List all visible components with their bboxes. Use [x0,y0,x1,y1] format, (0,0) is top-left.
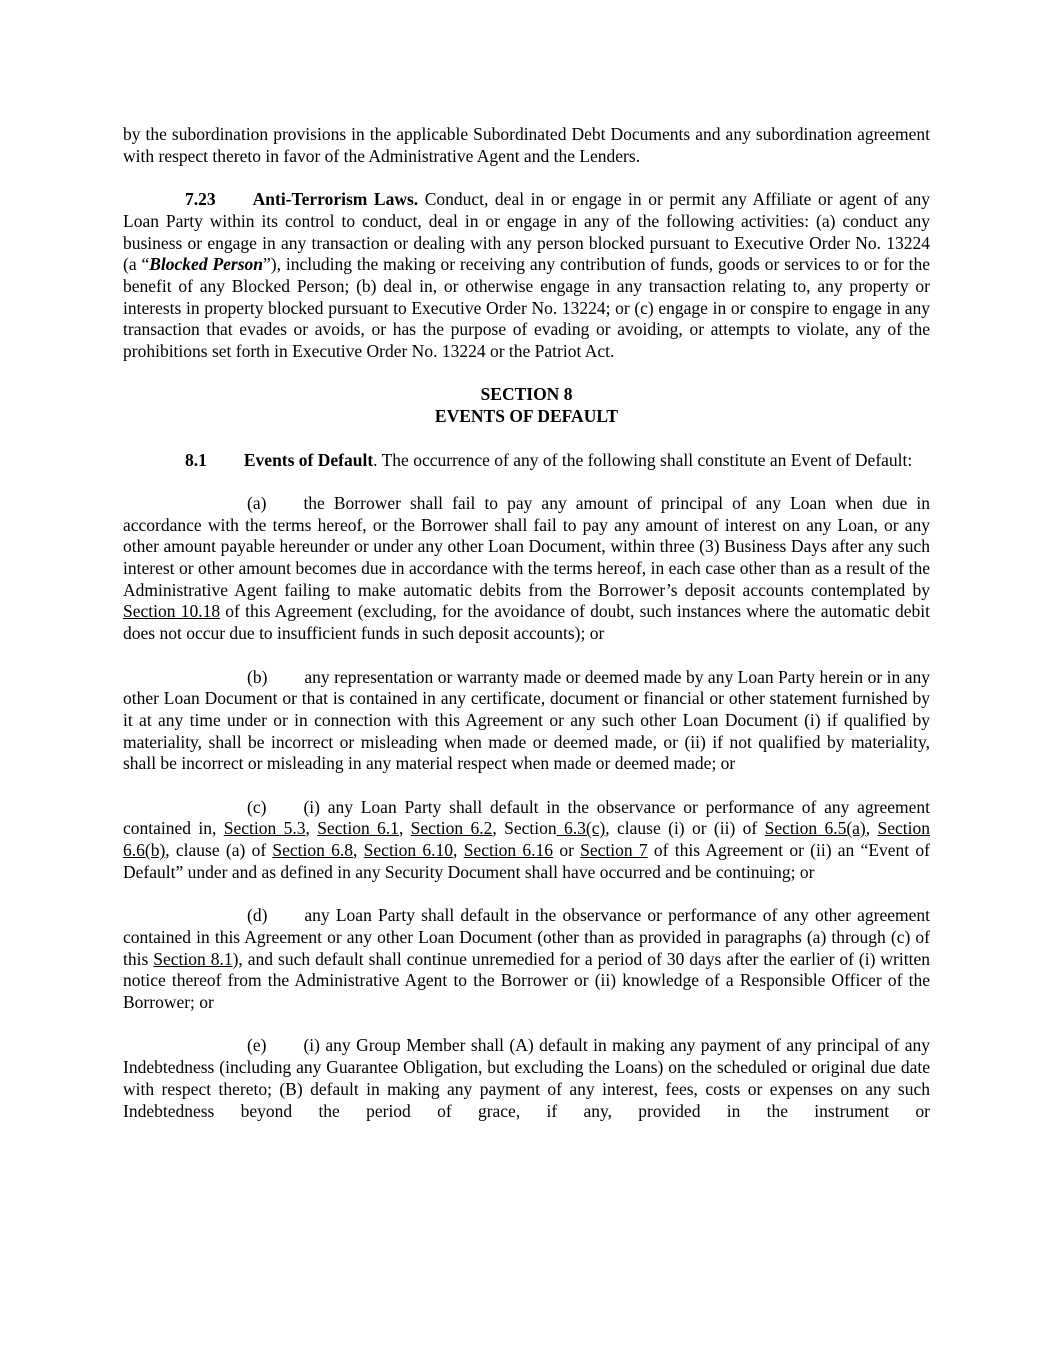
paragraph-8-1-c [123,797,930,884]
text-run: Conduct, deal in or engage in or permit any Affiliate or agent of any Loan Party within its control to conduct, deal in or engage in any of the following activities: (a) conduct any business or engage in any transaction or dealing with any person blocked pursuant to Executive Order No. 13224 (a “ [123,189,930,275]
text-run: Blocked Person [149,254,264,275]
text-run: ”), including the making or receiving any contribution of funds, goods or services to or for the benefit of any Blocked Person; (b) deal in, or otherwise engage in any transaction relating to, any property or interests in property blocked pursuant to Executive Order No. 13224; or (c) engage in or conspire to engage in any transaction that evades or avoids, or has the purpose of evading or avoiding, or attempts to violate, any of the prohibitions set forth in Executive Order No. 13224 or the Patriot Act. [123,254,930,362]
text-run: of this Agreement or (ii) an “Event of Default” under and as defined in any Security Document shall have occurred and be continuing; or [123,840,930,882]
paragraph-8-1-d [123,905,930,1014]
text-run: , clause (a) of [165,840,273,861]
section-reference: 6.3(c) [556,818,606,839]
section-8-heading [123,384,930,427]
text-run: , clause (i) or (ii) of [605,818,765,839]
text-run: Anti-Terrorism Laws. [252,189,419,210]
section-reference: Section 7 [580,840,648,861]
section-reference: Section 6.8 [272,840,354,861]
section-reference: Section 6.6(b) [123,818,930,861]
text-run: any representation or warranty made or deemed made by any Loan Party herein or in any other Loan Document or that is contained in any certificate, document or financial or other statement furnished by it at any time under or in connection with this Agreement or any such other Loan Document (i) if qualified by materiality, shall be incorrect or misleading when made or deemed made, or (ii) if not qualified by materiality, shall be incorrect or misleading in any material respect when made or deemed made; or [123,666,930,774]
text-run: or [553,840,581,861]
text-run: any Loan Party shall default in the observance or performance of any other agreement contained in this Agreement or any other Loan Document (other than as provided in paragraphs (a) through (c) of this [123,905,930,969]
text-run: , Section [492,818,557,839]
section-reference: Section 5.3 [223,818,306,839]
text-run: the Borrower shall fail to pay any amount of principal of any Loan when due in accordance with the terms hereof, or the Borrower shall fail to pay any amount of interest on any Loan, or any other amount payable hereunder or under any other Loan Document, within three (3) Business Days after any such interest or other amount becomes due in accordance with the terms hereof, in each case other than as a result of the Administrative Agent failing to make automatic debits from the Borrower’s deposit accounts contemplated by [123,492,930,600]
text-run: , [305,818,318,839]
text-run: (i) any Group Member shall (A) default in making any payment of any principal of any Indebtedness (including any Guarantee Obligation, but excluding the Loans) on the scheduled or original due date with respect thereto; (B) default in making any payment of any interest, fees, costs or expenses on any such Indebtedness beyond the period of grace, if any, provided in the instrument or [123,1035,930,1121]
text-run: by the subordination provisions in the applicable Subordinated Debt Documents and any subordination agreement with respect thereto in favor of the Administrative Agent and the Lenders. [123,124,930,166]
paragraph-8-1-events-of-default [123,450,930,472]
text-run: (i) any Loan Party shall default in the observance or performance of any agreement contained in, [123,796,930,839]
paragraph-8-1-b [123,667,930,776]
text-run: 8.1 [185,449,207,470]
section-reference: Section 6.5(a) [764,818,866,839]
section-reference: Section 6.1 [317,818,399,839]
section-8-title: SECTION 8 [480,384,573,405]
text-run: (e) [247,1035,267,1056]
section-reference: Section 6.10 [363,840,454,861]
text-run: , [353,840,364,861]
text-run: (c) [247,796,267,817]
paragraph-subordination-continuation [123,124,930,167]
text-run: 7.23 [185,189,216,210]
paragraph-8-1-a [123,493,930,645]
text-run: (d) [247,905,268,926]
events-of-default-title: EVENTS OF DEFAULT [434,406,619,427]
paragraph-8-1-e [123,1035,930,1122]
text-run: , [453,840,464,861]
text-run: , [865,818,878,839]
text-run: (a) [247,492,267,513]
text-run: , [398,818,411,839]
text-run: . The occurrence of any of the following shall constitute an Event of Default: [373,449,913,470]
section-reference: Section 8.1 [153,948,233,969]
section-reference: Section 6.16 [463,840,554,861]
text-run: of this Agreement (excluding, for the avoidance of doubt, such instances where the automatic debit does not occur due to insufficient funds in such deposit accounts); or [123,601,930,644]
paragraph-7-23-anti-terrorism-laws [123,189,930,363]
section-reference: Section 6.2 [410,818,493,839]
section-reference: Section 10.18 [123,601,221,622]
text-run: ), and such default shall continue unremedied for a period of 30 days after the earlier of (i) written notice thereof from the Administrative Agent to the Borrower or (ii) knowledge of a Responsible Officer of the Borrower; or [123,948,930,1013]
text-run: (b) [247,666,268,687]
text-run: Events of Default [243,449,374,470]
